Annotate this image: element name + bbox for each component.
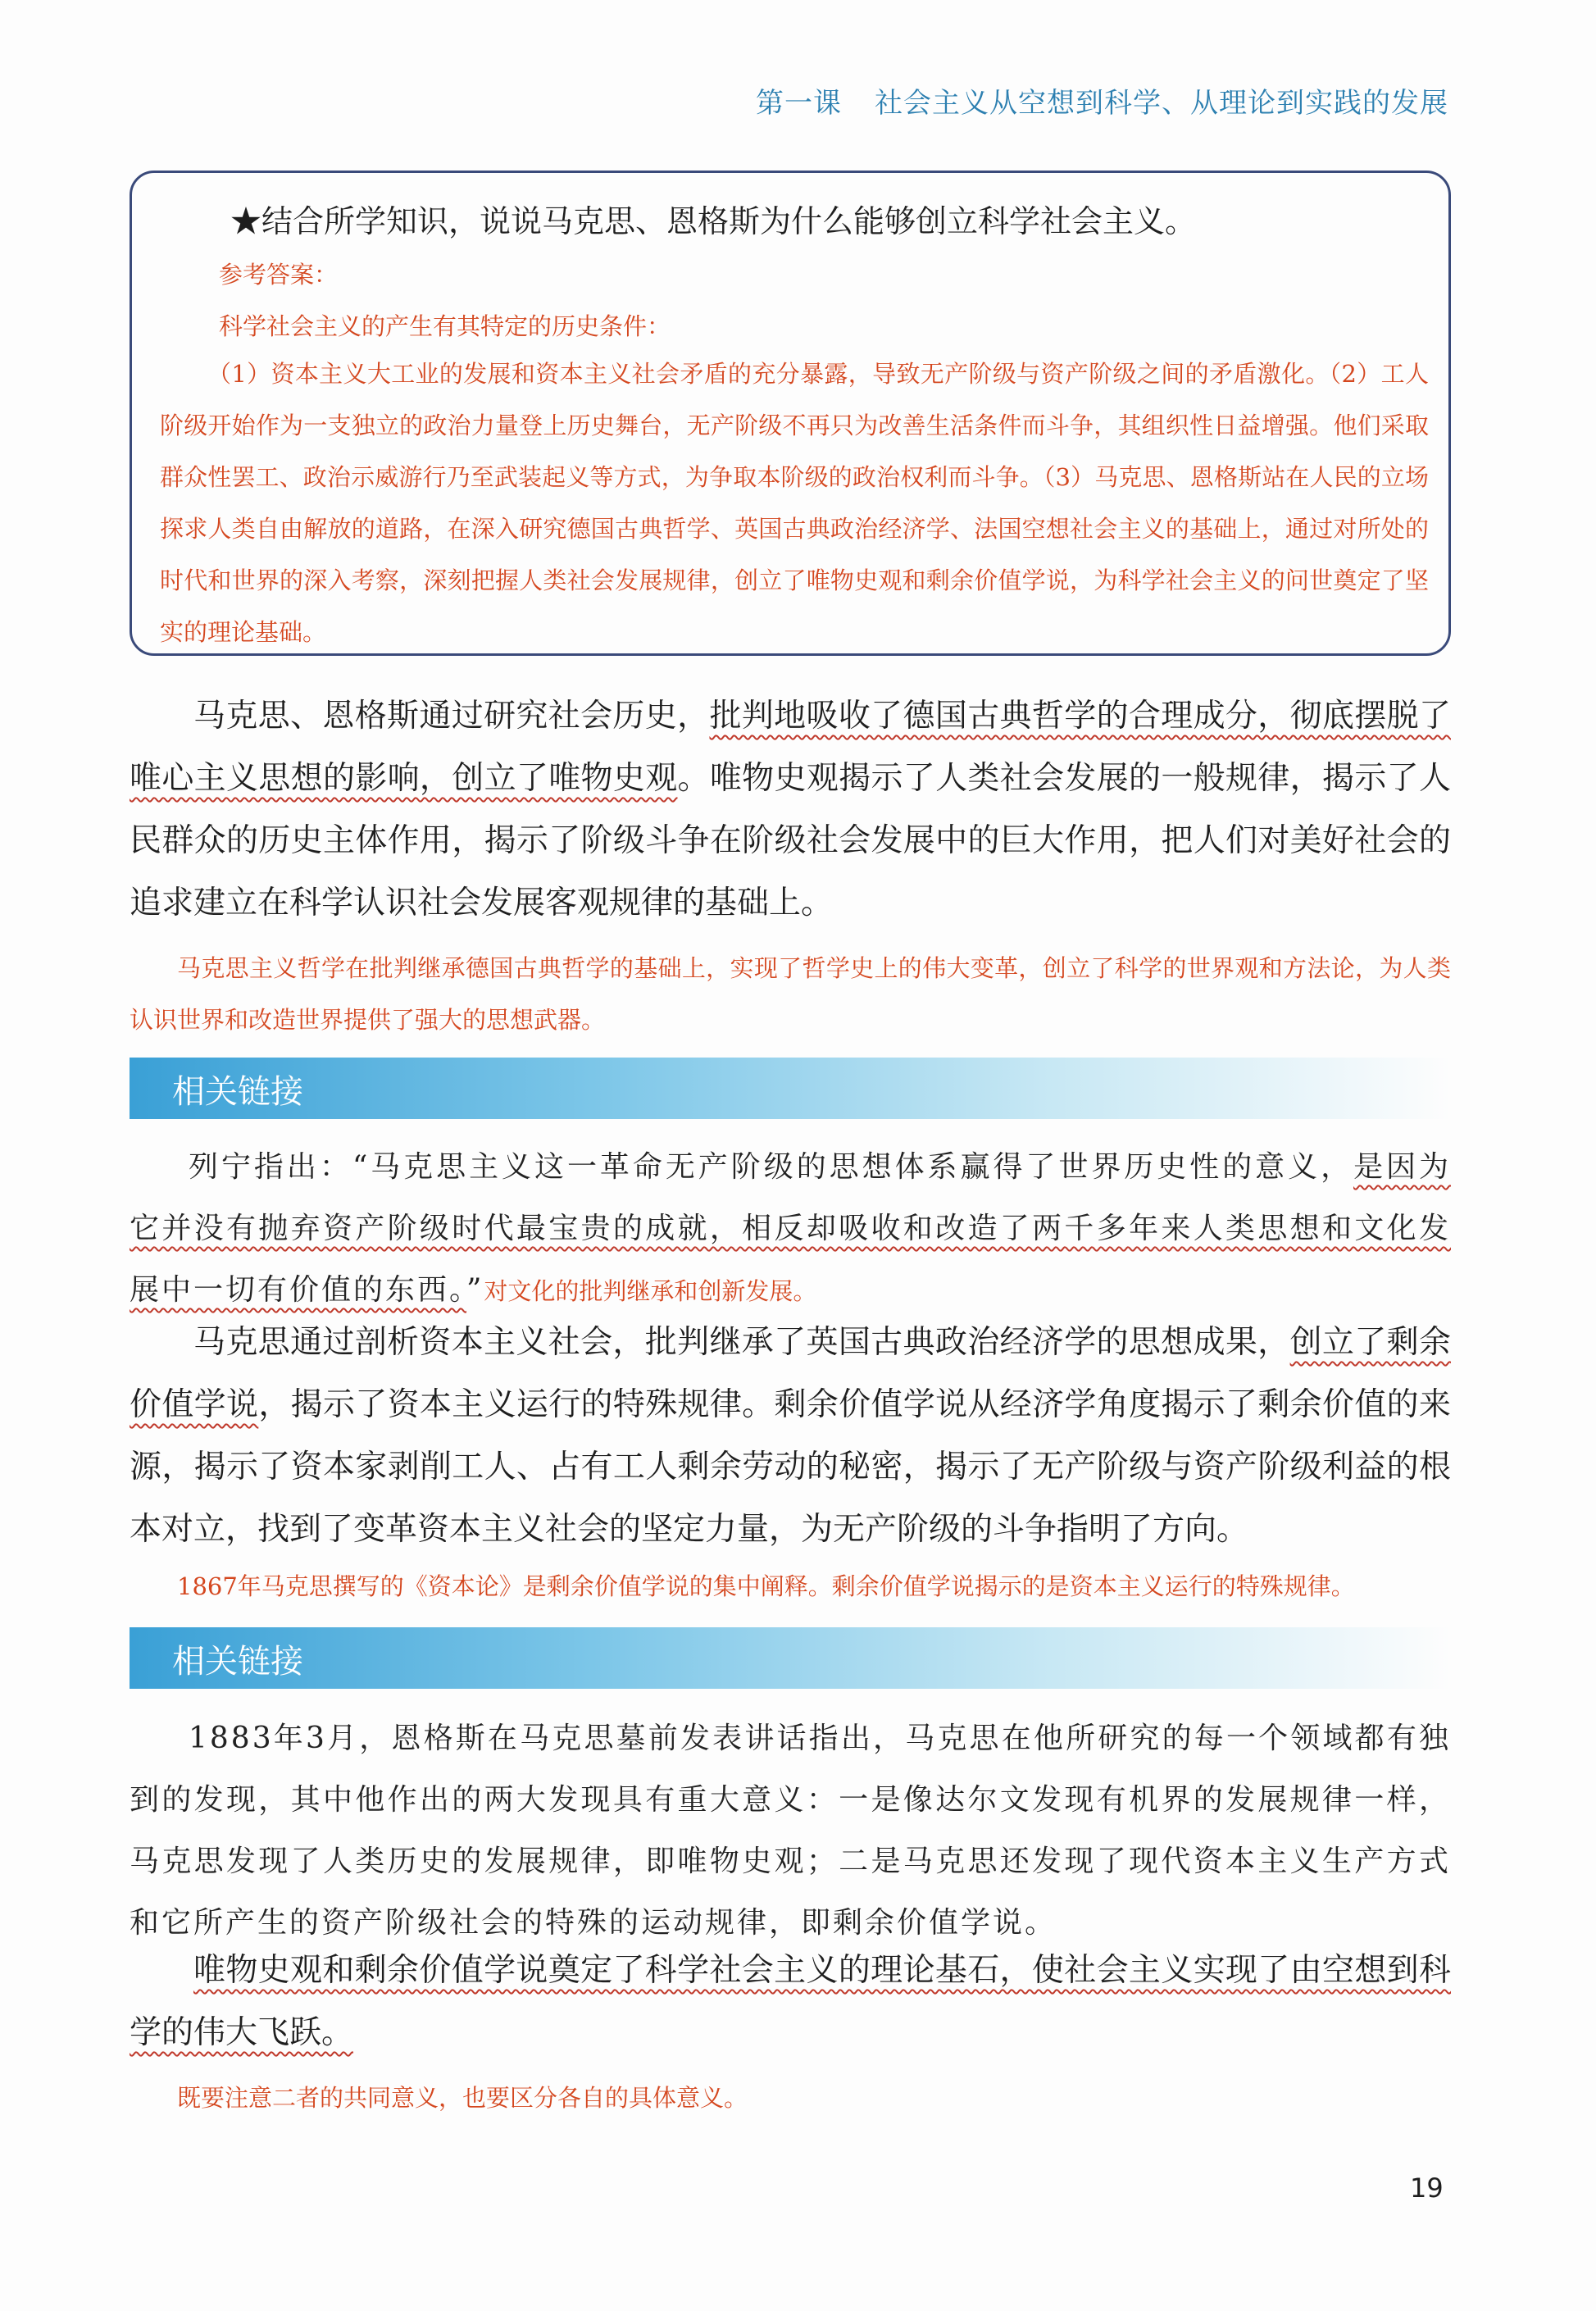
para1-underlined: 批判地吸收了德国古典哲学的合理成分，彻底摆脱了唯心主义思想的影响，创立了唯物史观 bbox=[130, 698, 1451, 797]
answer-label: 参考答案： bbox=[219, 261, 339, 289]
lenin-quote-b: ” bbox=[466, 1273, 484, 1307]
para2-text-a: 马克思通过剖析资本主义社会，批判继承了英国古典政治经济学的思想成果， bbox=[193, 1324, 1290, 1361]
answer-box bbox=[130, 171, 1451, 656]
paragraph-historical-materialism bbox=[130, 685, 1451, 935]
related-link-header-1 bbox=[130, 1058, 1451, 1119]
page-number: 19 bbox=[1410, 2172, 1444, 2204]
annotation-significance: 既要注意二者的共同意义，也要区分各自的具体意义。 bbox=[177, 2084, 748, 2112]
related-link-header-2 bbox=[130, 1627, 1451, 1689]
para3-underlined: 唯物史观和剩余价值学说奠定了科学社会主义的理论基石，使社会主义实现了由空想到科学的伟大飞跃。 bbox=[130, 1952, 1451, 2051]
answer-body: （1）资本主义大工业的发展和资本主义社会矛盾的充分暴露，导致无产阶级与资产阶级之间的矛盾激化。（2）工人阶级开始作为一支独立的政治力量登上历史舞台，无产阶级不再只为改善生活条件而斗争，其组织性日益增强。他们采取群众性罢工、政治示威游行乃至武装起义等方式，为争取本阶级的政治权利而斗争。（3）马克思、恩格斯站在人民的立场探求人类自由解放的道路，在深入研究德国古典哲学、英国古典政治经济学、法国空想社会主义的基础上，通过对所处的时代和世界的深入考察，深刻把握人类社会发展规律，创立了唯物史观和剩余价值学说，为科学社会主义的问世奠定了坚实的理论基础。 bbox=[160, 360, 1429, 646]
lenin-quote bbox=[130, 1136, 1451, 1322]
annotation-philosophy: 马克思主义哲学在批判继承德国古典哲学的基础上，实现了哲学史上的伟大变革，创立了科学的世界观和方法论，为人类认识世界和改造世界提供了强大的思想武器。 bbox=[130, 954, 1451, 1034]
para1-text-b: 。唯物史观揭示了人类社会发展的一般规律，揭示了人民群众的历史主体作用，揭示了阶级斗争在阶级社会发展中的巨大作用，把人们对美好社会的追求建立在科学认识社会发展客观规律的基础上。 bbox=[130, 760, 1451, 921]
related-link-title-1: 相关链接 bbox=[172, 1073, 303, 1111]
page-header bbox=[756, 80, 1448, 121]
answer-intro: 科学社会主义的产生有其特定的历史条件： bbox=[219, 312, 671, 340]
lenin-quote-underlined: 是因为它并没有抛弃资产阶级时代最宝贵的成就，相反却吸收和改造了两千多年来人类思想和文化发展中一切有价值的东西。 bbox=[130, 1150, 1451, 1307]
lenin-quote-annotation: 对文化的批判继承和创新发展。 bbox=[484, 1277, 817, 1305]
para1-text-a: 马克思、恩格斯通过研究社会历史， bbox=[193, 698, 710, 735]
paragraph-surplus-value bbox=[130, 1312, 1451, 1561]
lenin-quote-a: 列宁指出：“马克思主义这一革命无产阶级的思想体系赢得了世界历史性的意义， bbox=[189, 1150, 1354, 1184]
paragraph-two-discoveries bbox=[130, 1940, 1451, 2064]
para2-underlined: 创立了剩余价值学说 bbox=[130, 1324, 1451, 1423]
engels-speech: 1883年3月，恩格斯在马克思墓前发表讲话指出，马克思在他所研究的每一个领域都有独到的发现，其中他作出的两大发现具有重大意义：一是像达尔文发现有机界的发展规律一样，马克思发现了人类历史的发展规律，即唯物史观；二是马克思还发现了现代资本主义生产方式和它所产生的资产阶级社会的特殊的运动规律，即剩余价值学说。 bbox=[130, 1722, 1451, 1940]
lesson-title: 社会主义从空想到科学、从理论到实践的发展 bbox=[875, 87, 1448, 120]
lesson-number: 第一课 bbox=[756, 87, 842, 120]
para2-text-b: ，揭示了资本主义运行的特殊规律。剩余价值学说从经济学角度揭示了剩余价值的来源，揭示了资本家剥削工人、占有工人剩余劳动的秘密，揭示了无产阶级与资产阶级利益的根本对立，找到了变革资本主义社会的坚定力量，为无产阶级的斗争指明了方向。 bbox=[130, 1386, 1451, 1548]
related-link-title-2: 相关链接 bbox=[172, 1643, 303, 1681]
question: ★结合所学知识，说说马克思、恩格斯为什么能够创立科学社会主义。 bbox=[230, 203, 1197, 239]
annotation-capital: 1867年马克思撰写的《资本论》是剩余价值学说的集中阐释。剩余价值学说揭示的是资本主义运行的特殊规律。 bbox=[177, 1572, 1355, 1600]
